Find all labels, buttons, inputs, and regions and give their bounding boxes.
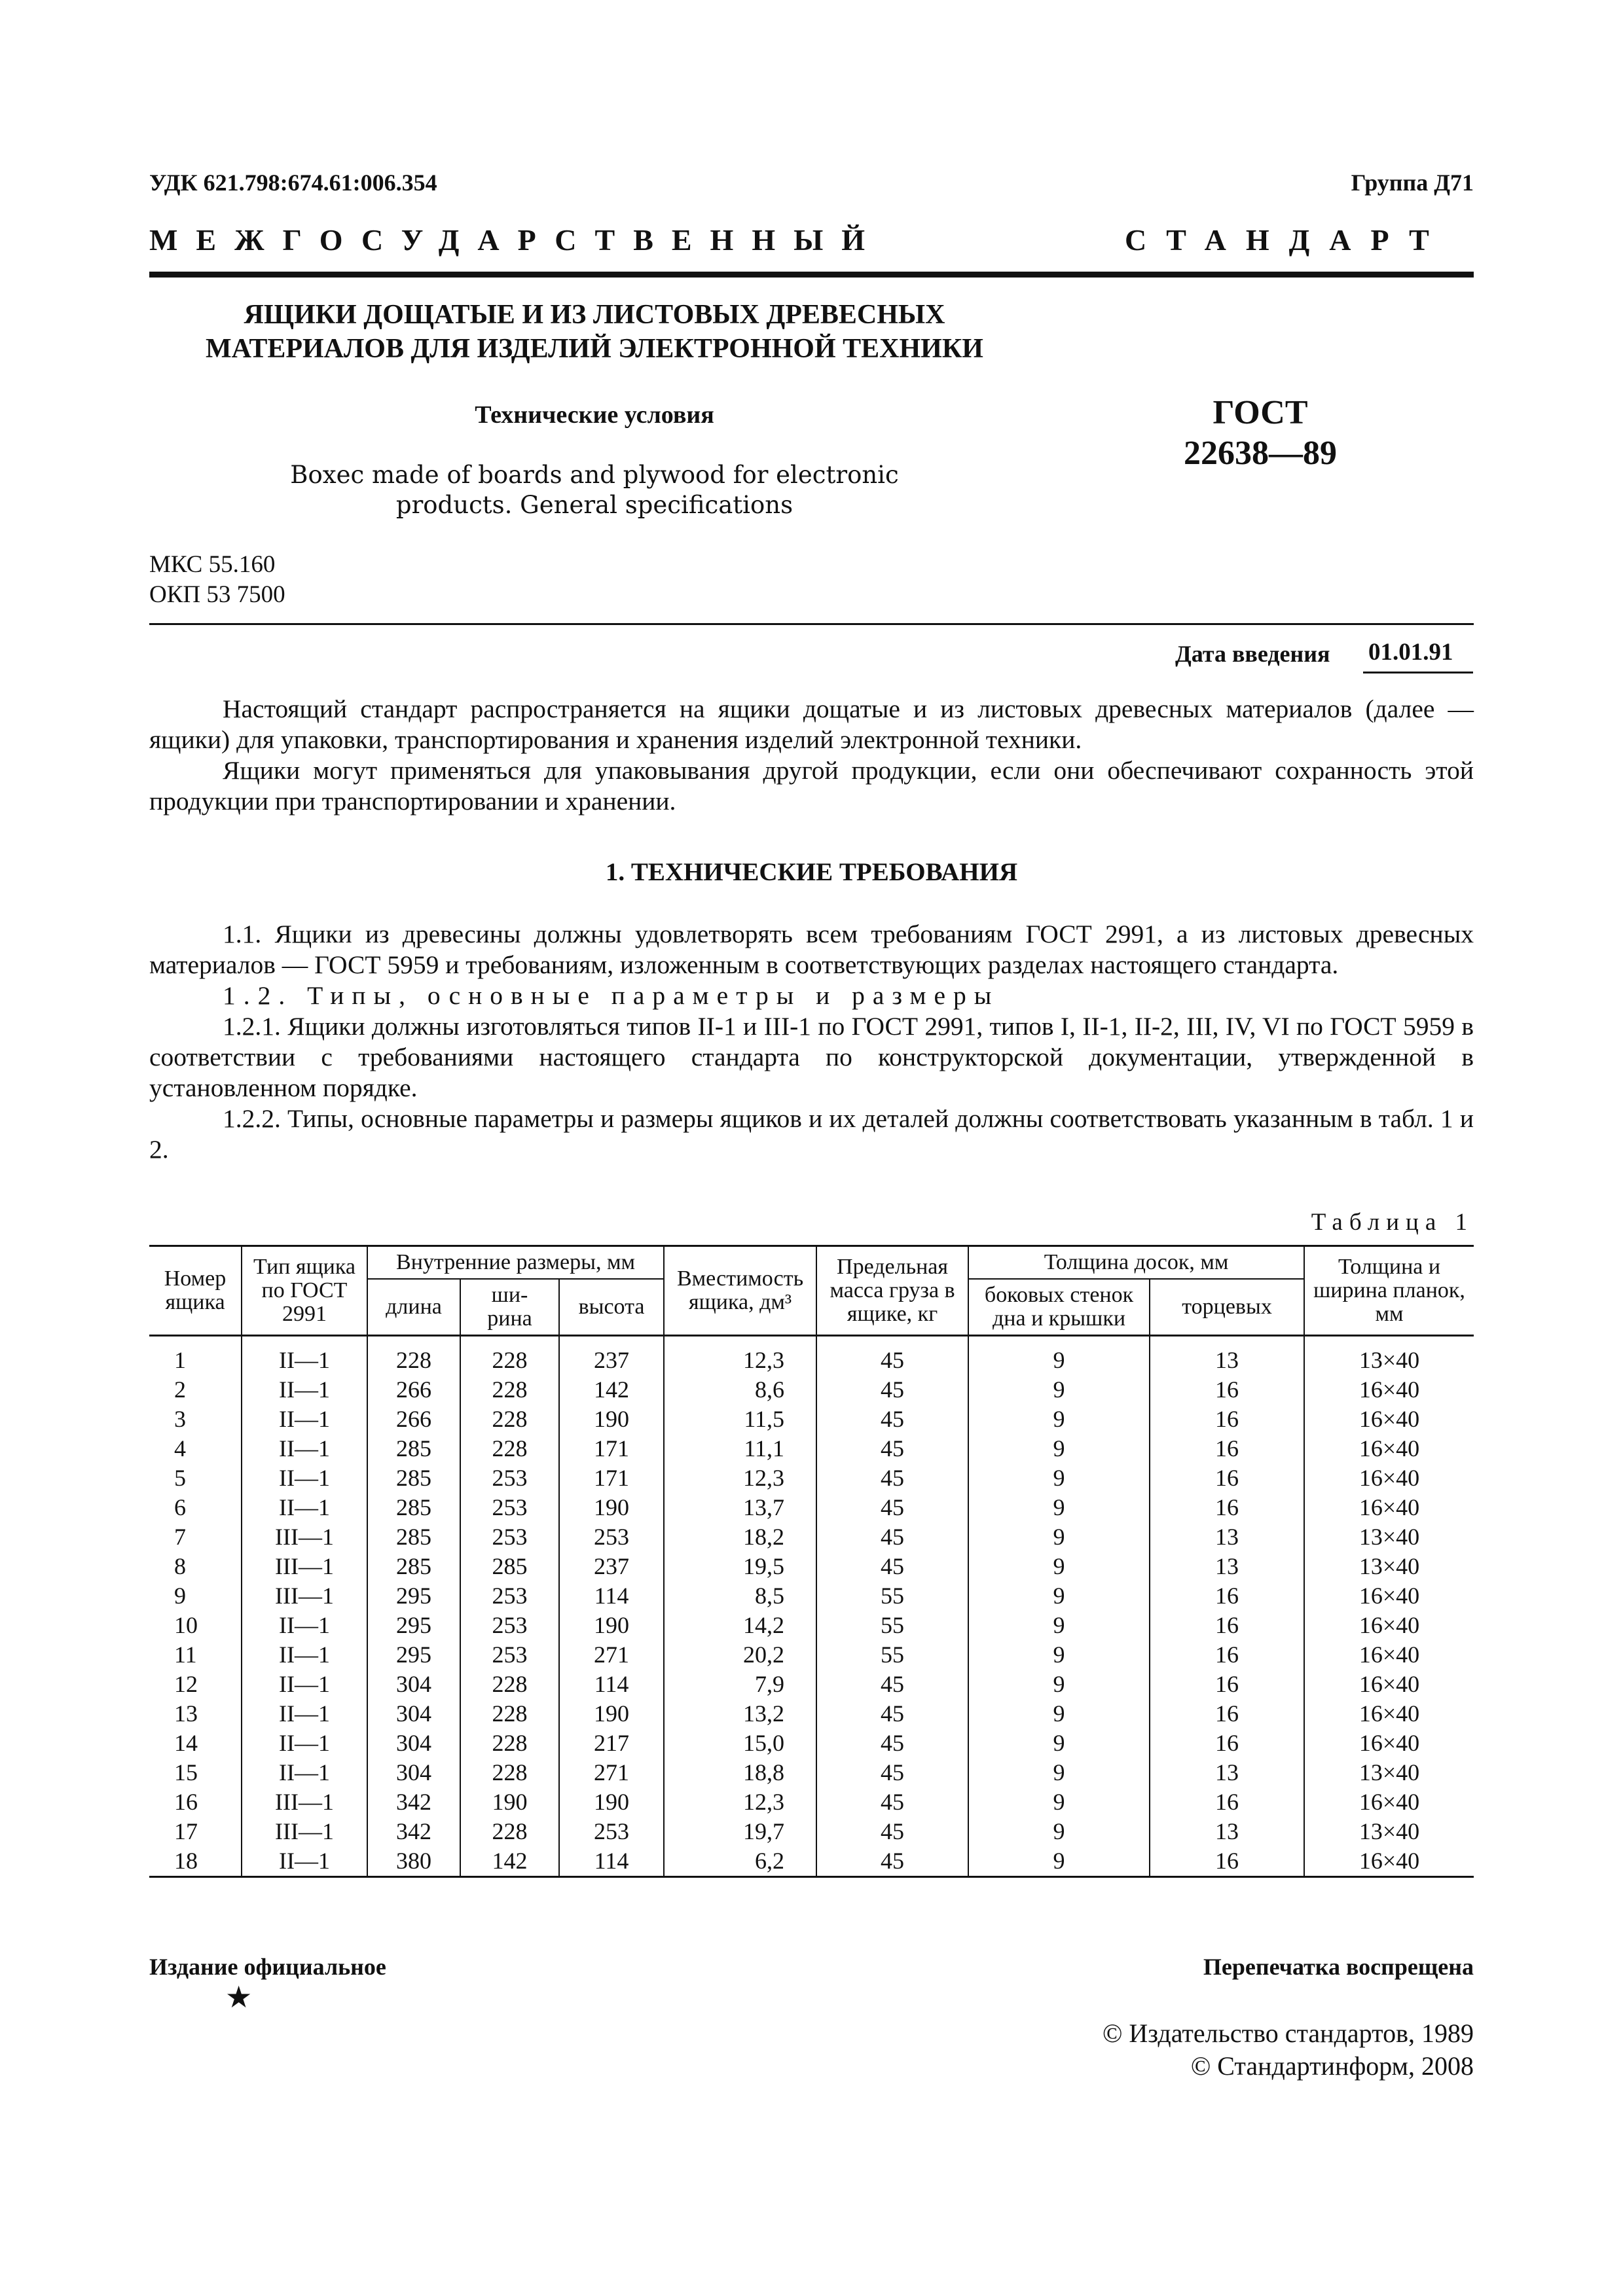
cell-side-boards: 9 — [968, 1434, 1150, 1463]
cell-width: 228 — [460, 1405, 559, 1434]
cell-capacity: 14,2 — [664, 1611, 816, 1640]
cell-plank: 13×40 — [1304, 1522, 1474, 1552]
cell-width: 190 — [460, 1787, 559, 1817]
cell-capacity: 6,2 — [664, 1846, 816, 1877]
cell-max-load: 45 — [816, 1758, 968, 1787]
cell-number: 17 — [149, 1817, 242, 1846]
cell-length: 228 — [367, 1336, 460, 1376]
cell-width: 228 — [460, 1434, 559, 1463]
header-max-load: Предельная масса груза в ящике, кг — [816, 1246, 968, 1336]
header-capacity: Вместимость ящика, дм³ — [664, 1246, 816, 1336]
requirement-paragraph: 1.1. Ящики из древесины должны удовлетворять всем требованиям ГОСТ 2991, а из листовых древесных материалов — ГОСТ 5959 и требованиям, изложенным в соответствующих разделах настоящего стандарта. — [149, 920, 1474, 979]
cell-type: III—1 — [242, 1787, 367, 1817]
cell-max-load: 45 — [816, 1699, 968, 1729]
cell-plank: 16×40 — [1304, 1787, 1474, 1817]
cell-side-boards: 9 — [968, 1699, 1150, 1729]
cell-type: III—1 — [242, 1581, 367, 1611]
cell-type: II—1 — [242, 1758, 367, 1787]
cell-width: 228 — [460, 1336, 559, 1376]
cell-width: 253 — [460, 1611, 559, 1640]
table-row — [149, 1463, 1474, 1493]
cell-plank: 16×40 — [1304, 1493, 1474, 1522]
header-plank: Толщина и ширина планок, мм — [1304, 1246, 1474, 1336]
cell-capacity: 19,5 — [664, 1552, 816, 1581]
cell-max-load: 45 — [816, 1787, 968, 1817]
cell-end-boards: 13 — [1150, 1336, 1304, 1376]
table-row — [149, 1434, 1474, 1463]
cell-length: 380 — [367, 1846, 460, 1877]
cell-type: III—1 — [242, 1522, 367, 1552]
cell-number: 8 — [149, 1552, 242, 1581]
cell-width: 228 — [460, 1817, 559, 1846]
cell-end-boards: 16 — [1150, 1581, 1304, 1611]
cell-type: III—1 — [242, 1552, 367, 1581]
document-subtitle: Технические условия — [475, 401, 714, 429]
cell-end-boards: 16 — [1150, 1463, 1304, 1493]
cell-type: II—1 — [242, 1375, 367, 1405]
cell-capacity: 18,2 — [664, 1522, 816, 1552]
cell-number: 3 — [149, 1405, 242, 1434]
cell-capacity: 8,6 — [664, 1375, 816, 1405]
cell-length: 285 — [367, 1552, 460, 1581]
cell-height: 190 — [559, 1493, 664, 1522]
cell-height: 237 — [559, 1552, 664, 1581]
cell-width: 253 — [460, 1463, 559, 1493]
cell-max-load: 45 — [816, 1405, 968, 1434]
cell-type: II—1 — [242, 1336, 367, 1376]
table-row — [149, 1817, 1474, 1846]
cell-plank: 16×40 — [1304, 1729, 1474, 1758]
boxes-table — [149, 1245, 1474, 1878]
cell-plank: 13×40 — [1304, 1758, 1474, 1787]
reprint-notice: Перепечатка воспрещена — [1203, 1954, 1474, 1980]
header-board-thickness: Толщина досок, мм — [968, 1246, 1304, 1280]
cell-side-boards: 9 — [968, 1375, 1150, 1405]
cell-length: 285 — [367, 1493, 460, 1522]
cell-plank: 16×40 — [1304, 1405, 1474, 1434]
cell-side-boards: 9 — [968, 1405, 1150, 1434]
cell-number: 11 — [149, 1640, 242, 1670]
cell-max-load: 45 — [816, 1846, 968, 1877]
okp-code: ОКП 53 7500 — [149, 581, 285, 608]
cell-max-load: 45 — [816, 1522, 968, 1552]
requirement-subheading: 1.2. Типы, основные параметры и размеры — [223, 981, 1000, 1010]
cell-capacity: 12,3 — [664, 1336, 816, 1376]
cell-height: 142 — [559, 1375, 664, 1405]
cell-end-boards: 16 — [1150, 1640, 1304, 1670]
cell-width: 253 — [460, 1581, 559, 1611]
cell-height: 114 — [559, 1670, 664, 1699]
cell-max-load: 55 — [816, 1640, 968, 1670]
cell-max-load: 45 — [816, 1817, 968, 1846]
cell-side-boards: 9 — [968, 1522, 1150, 1552]
gost-label: ГОСТ — [1213, 394, 1308, 431]
cell-side-boards: 9 — [968, 1787, 1150, 1817]
cell-type: II—1 — [242, 1640, 367, 1670]
cell-plank: 16×40 — [1304, 1640, 1474, 1670]
cell-width: 253 — [460, 1493, 559, 1522]
cell-type: II—1 — [242, 1729, 367, 1758]
cell-plank: 16×40 — [1304, 1611, 1474, 1640]
gost-code: 22638—89 — [1184, 435, 1337, 472]
cell-end-boards: 16 — [1150, 1787, 1304, 1817]
cell-length: 295 — [367, 1640, 460, 1670]
copyright-line-2: © Стандартинформ, 2008 — [1190, 2051, 1474, 2081]
cell-number: 1 — [149, 1336, 242, 1376]
intro-paragraph: Ящики могут применяться для упаковывания другой продукции, если они обеспечивают сохранность этой продукции при транспортировании и хранении. — [149, 756, 1474, 816]
table-body — [149, 1336, 1474, 1877]
cell-number: 6 — [149, 1493, 242, 1522]
english-title-line-2: products. General specifications — [395, 491, 793, 519]
cell-plank: 16×40 — [1304, 1846, 1474, 1877]
cell-length: 295 — [367, 1611, 460, 1640]
table-row — [149, 1640, 1474, 1670]
table-row — [149, 1375, 1474, 1405]
cell-width: 228 — [460, 1699, 559, 1729]
cell-height: 114 — [559, 1581, 664, 1611]
cell-capacity: 13,2 — [664, 1699, 816, 1729]
cell-width: 228 — [460, 1375, 559, 1405]
table-row — [149, 1493, 1474, 1522]
cell-capacity: 20,2 — [664, 1640, 816, 1670]
cell-plank: 16×40 — [1304, 1670, 1474, 1699]
cell-max-load: 55 — [816, 1581, 968, 1611]
table-row — [149, 1336, 1474, 1376]
interstate-label: МЕЖГОСУДАРСТВЕННЫЙ — [149, 223, 884, 257]
cell-end-boards: 16 — [1150, 1846, 1304, 1877]
cell-type: II—1 — [242, 1434, 367, 1463]
header-rule — [149, 272, 1474, 278]
table-row — [149, 1552, 1474, 1581]
cell-type: II—1 — [242, 1493, 367, 1522]
cell-end-boards: 16 — [1150, 1434, 1304, 1463]
cell-height: 217 — [559, 1729, 664, 1758]
cell-side-boards: 9 — [968, 1336, 1150, 1376]
header-length: длина — [367, 1279, 460, 1336]
cell-side-boards: 9 — [968, 1729, 1150, 1758]
cell-number: 16 — [149, 1787, 242, 1817]
cell-side-boards: 9 — [968, 1670, 1150, 1699]
cell-height: 190 — [559, 1787, 664, 1817]
cell-side-boards: 9 — [968, 1581, 1150, 1611]
table-row — [149, 1581, 1474, 1611]
cell-plank: 13×40 — [1304, 1817, 1474, 1846]
cell-width: 285 — [460, 1552, 559, 1581]
table-row — [149, 1611, 1474, 1640]
title-line-2: МАТЕРИАЛОВ ДЛЯ ИЗДЕЛИЙ ЭЛЕКТРОННОЙ ТЕХНИКИ — [206, 334, 983, 364]
cell-plank: 16×40 — [1304, 1699, 1474, 1729]
cell-height: 253 — [559, 1522, 664, 1552]
cell-plank: 16×40 — [1304, 1434, 1474, 1463]
intro-paragraph: Настоящий стандарт распространяется на ящики дощатые и из листовых древесных материалов (далее — ящики) для упаковки, транспортирования и хранения изделий электронной техники. — [149, 694, 1474, 754]
cell-length: 285 — [367, 1522, 460, 1552]
cell-length: 342 — [367, 1787, 460, 1817]
cell-capacity: 7,9 — [664, 1670, 816, 1699]
cell-capacity: 18,8 — [664, 1758, 816, 1787]
cell-height: 114 — [559, 1846, 664, 1877]
cell-side-boards: 9 — [968, 1846, 1150, 1877]
date-underline — [1363, 672, 1473, 673]
gost-number — [1152, 393, 1368, 474]
cell-length: 304 — [367, 1699, 460, 1729]
copyright-line-1: © Издательство стандартов, 1989 — [1102, 2018, 1474, 2048]
cell-number: 2 — [149, 1375, 242, 1405]
cell-max-load: 45 — [816, 1463, 968, 1493]
cell-height: 171 — [559, 1434, 664, 1463]
cell-capacity: 13,7 — [664, 1493, 816, 1522]
cell-number: 10 — [149, 1611, 242, 1640]
cell-plank: 16×40 — [1304, 1375, 1474, 1405]
cell-length: 304 — [367, 1670, 460, 1699]
cell-number: 18 — [149, 1846, 242, 1877]
cell-capacity: 8,5 — [664, 1581, 816, 1611]
cell-end-boards: 16 — [1150, 1611, 1304, 1640]
cell-max-load: 45 — [816, 1434, 968, 1463]
cell-end-boards: 16 — [1150, 1670, 1304, 1699]
english-title-line-1: Boxec made of boards and plywood for electronic — [290, 461, 899, 489]
cell-plank: 13×40 — [1304, 1336, 1474, 1376]
header-inner-dims: Внутренние размеры, мм — [367, 1246, 664, 1280]
table-row — [149, 1729, 1474, 1758]
cell-width: 228 — [460, 1729, 559, 1758]
cell-plank: 16×40 — [1304, 1463, 1474, 1493]
cell-type: II—1 — [242, 1463, 367, 1493]
cell-type: II—1 — [242, 1846, 367, 1877]
cell-type: II—1 — [242, 1405, 367, 1434]
cell-length: 304 — [367, 1758, 460, 1787]
cell-type: II—1 — [242, 1670, 367, 1699]
cell-number: 15 — [149, 1758, 242, 1787]
table-row — [149, 1758, 1474, 1787]
table-row — [149, 1699, 1474, 1729]
cell-width: 142 — [460, 1846, 559, 1877]
cell-end-boards: 16 — [1150, 1375, 1304, 1405]
udk-code: УДК 621.798:674.61:006.354 — [149, 170, 437, 196]
cell-capacity: 19,7 — [664, 1817, 816, 1846]
cell-height: 190 — [559, 1611, 664, 1640]
cell-end-boards: 16 — [1150, 1729, 1304, 1758]
section-heading: 1. ТЕХНИЧЕСКИЕ ТРЕБОВАНИЯ — [605, 858, 1018, 886]
cell-number: 14 — [149, 1729, 242, 1758]
cell-plank: 13×40 — [1304, 1552, 1474, 1581]
cell-max-load: 45 — [816, 1493, 968, 1522]
cell-capacity: 15,0 — [664, 1729, 816, 1758]
cell-type: II—1 — [242, 1699, 367, 1729]
intro-text — [149, 694, 1474, 817]
title-line-1: ЯЩИКИ ДОЩАТЫЕ И ИЗ ЛИСТОВЫХ ДРЕВЕСНЫХ — [244, 300, 945, 330]
cell-end-boards: 16 — [1150, 1699, 1304, 1729]
cell-length: 266 — [367, 1375, 460, 1405]
cell-capacity: 11,1 — [664, 1434, 816, 1463]
english-title — [149, 460, 1040, 520]
cell-max-load: 55 — [816, 1611, 968, 1640]
table-row — [149, 1670, 1474, 1699]
cell-side-boards: 9 — [968, 1552, 1150, 1581]
cell-side-boards: 9 — [968, 1463, 1150, 1493]
cell-type: III—1 — [242, 1817, 367, 1846]
header-width: ши- рина — [460, 1279, 559, 1336]
group-code: Группа Д71 — [1351, 170, 1474, 196]
table-row — [149, 1522, 1474, 1552]
table-caption: Таблица 1 — [1311, 1209, 1474, 1236]
header-end-boards: торцевых — [1150, 1279, 1304, 1336]
table-row — [149, 1405, 1474, 1434]
document-title — [149, 298, 1040, 366]
cell-end-boards: 16 — [1150, 1493, 1304, 1522]
cell-height: 271 — [559, 1758, 664, 1787]
header-height: высота — [559, 1279, 664, 1336]
date-value: 01.01.91 — [1368, 639, 1453, 666]
header-number: Номер ящика — [149, 1246, 242, 1336]
requirement-paragraph: 1.2.2. Типы, основные параметры и размеры ящиков и их деталей должны соответствовать указанным в табл. 1 и 2. — [149, 1104, 1474, 1164]
cell-length: 266 — [367, 1405, 460, 1434]
requirement-paragraph: 1.2.1. Ящики должны изготовляться типов II-1 и III-1 по ГОСТ 2991, типов I, II-1, II-2, III, IV, VI по ГОСТ 5959 в соответствии с требованиями настоящего стандарта по конструкторской документации, утвержденной в установленном порядке. — [149, 1012, 1474, 1102]
cell-height: 190 — [559, 1699, 664, 1729]
cell-width: 253 — [460, 1640, 559, 1670]
cell-max-load: 45 — [816, 1375, 968, 1405]
cell-side-boards: 9 — [968, 1493, 1150, 1522]
date-label: Дата введения — [1175, 641, 1330, 667]
classification-codes — [149, 550, 285, 610]
cell-side-boards: 9 — [968, 1758, 1150, 1787]
standard-label: СТАНДАРТ — [1125, 223, 1449, 257]
cell-capacity: 12,3 — [664, 1787, 816, 1817]
cell-max-load: 45 — [816, 1670, 968, 1699]
cell-side-boards: 9 — [968, 1640, 1150, 1670]
cell-end-boards: 16 — [1150, 1405, 1304, 1434]
cell-height: 253 — [559, 1817, 664, 1846]
cell-number: 5 — [149, 1463, 242, 1493]
cell-number: 12 — [149, 1670, 242, 1699]
cell-width: 228 — [460, 1670, 559, 1699]
cell-number: 9 — [149, 1581, 242, 1611]
cell-capacity: 11,5 — [664, 1405, 816, 1434]
table-row — [149, 1787, 1474, 1817]
cell-plank: 16×40 — [1304, 1581, 1474, 1611]
cell-length: 285 — [367, 1434, 460, 1463]
cell-height: 237 — [559, 1336, 664, 1376]
cell-end-boards: 13 — [1150, 1522, 1304, 1552]
cell-capacity: 12,3 — [664, 1463, 816, 1493]
cell-end-boards: 13 — [1150, 1817, 1304, 1846]
cell-end-boards: 13 — [1150, 1758, 1304, 1787]
title-rule — [149, 623, 1474, 625]
table-row — [149, 1846, 1474, 1877]
cell-side-boards: 9 — [968, 1817, 1150, 1846]
cell-width: 228 — [460, 1758, 559, 1787]
cell-number: 7 — [149, 1522, 242, 1552]
cell-max-load: 45 — [816, 1729, 968, 1758]
cell-height: 171 — [559, 1463, 664, 1493]
cell-width: 253 — [460, 1522, 559, 1552]
cell-end-boards: 13 — [1150, 1552, 1304, 1581]
cell-number: 13 — [149, 1699, 242, 1729]
star-icon: ★ — [225, 1981, 253, 2014]
cell-height: 190 — [559, 1405, 664, 1434]
cell-number: 4 — [149, 1434, 242, 1463]
header-side-boards: боковых стенок дна и крышки — [968, 1279, 1150, 1336]
mks-code: МКС 55.160 — [149, 551, 276, 578]
cell-max-load: 45 — [816, 1336, 968, 1376]
requirements-text — [149, 919, 1474, 1165]
cell-type: II—1 — [242, 1611, 367, 1640]
cell-length: 304 — [367, 1729, 460, 1758]
cell-side-boards: 9 — [968, 1611, 1150, 1640]
edition-label: Издание официальное — [149, 1954, 386, 1980]
cell-length: 342 — [367, 1817, 460, 1846]
copyright-block — [1103, 2017, 1474, 2083]
cell-length: 295 — [367, 1581, 460, 1611]
header-type: Тип ящика по ГОСТ 2991 — [242, 1246, 367, 1336]
cell-length: 285 — [367, 1463, 460, 1493]
cell-max-load: 45 — [816, 1552, 968, 1581]
cell-height: 271 — [559, 1640, 664, 1670]
